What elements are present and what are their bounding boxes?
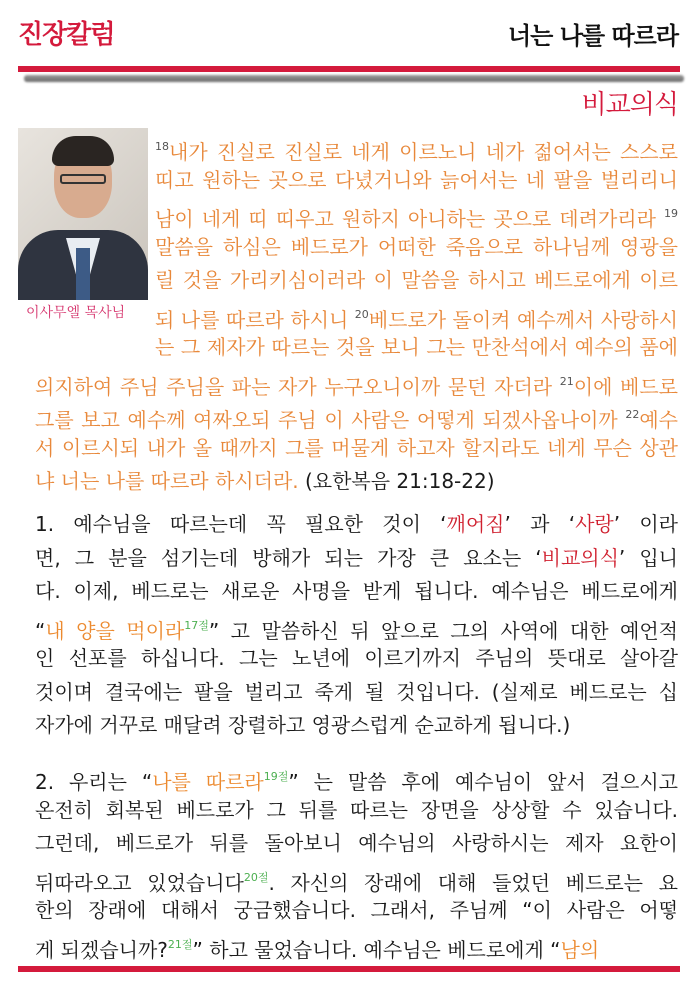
text-segment: 서 이르시되 내가 올 때까지 그를 머물게 하고자 할지라도 네게 무슨 상관 bbox=[35, 435, 678, 460]
text-segment: 남이 네게 띠 띠우고 원하지 아니하는 곳으로 데려가리라 bbox=[155, 207, 664, 231]
text-line bbox=[35, 542, 678, 576]
paragraph-2 bbox=[35, 760, 678, 961]
text-segment: 냐 너는 나를 따르라 하시더라. bbox=[35, 469, 305, 493]
text-line bbox=[35, 928, 678, 962]
text-line bbox=[35, 861, 678, 895]
text-segment: 는 그 제자가 따르는 것을 보니 그는 만찬석에서 예수의 품에 bbox=[155, 335, 678, 359]
text-segment: 것이며 결국에는 팔을 벌리고 죽게 될 것입니다. (실제로 베드로는 십 bbox=[35, 679, 678, 704]
text-segment: 면, 그 분을 섬기는데 방해가 되는 가장 큰 요소는 ‘ bbox=[35, 545, 542, 570]
text-segment: 그런데, 베드로가 뒤를 돌아보니 예수님의 사랑하시는 제자 요한이 bbox=[35, 831, 678, 855]
sermon-subtitle: 비교의식 bbox=[581, 90, 678, 120]
text-line bbox=[35, 760, 678, 794]
text-line bbox=[35, 164, 678, 198]
text-segment: “ bbox=[35, 618, 46, 642]
text-segment: 한의 장래에 대해서 궁금했습니다. 그래서, 주님께 “이 사람은 어떻 bbox=[35, 898, 678, 922]
highlighted-text: 내 양을 먹이라 bbox=[45, 618, 185, 642]
text-segment: ’ 과 ‘ bbox=[504, 512, 576, 536]
text-segment: ” 하고 물었습니다. 예수님은 베드로에게 “ bbox=[192, 937, 561, 962]
text-segment: 온전히 회복된 베드로가 그 뒤를 따르는 장면을 상상할 수 있습니다. bbox=[35, 797, 678, 822]
verse-number: 20 bbox=[354, 307, 369, 321]
text-segment: 말씀을 하심은 베드로가 어떠한 죽음으로 하나님께 영광을 bbox=[155, 234, 678, 259]
text-segment: ’ 입니 bbox=[618, 545, 678, 570]
footer-divider bbox=[18, 966, 680, 972]
text-segment: 그를 보고 예수께 여짜오되 주님 이 사람은 어떻게 되겠사옵나이까 bbox=[35, 408, 626, 432]
author-caption: 이사무엘 목사님 bbox=[26, 305, 126, 321]
verse-number: 22 bbox=[625, 408, 640, 421]
text-segment: ’ 이라 bbox=[613, 512, 678, 536]
text-segment: 내가 진실로 진실로 네게 이르노니 네가 젊어서는 스스로 bbox=[169, 140, 678, 164]
text-segment: 다. 이제, 베드로는 새로운 사명을 받게 됩니다. 예수님은 베드로에게 bbox=[35, 579, 678, 603]
text-line bbox=[35, 709, 678, 743]
text-line bbox=[35, 894, 678, 928]
text-segment: 의지하여 주님 주님을 파는 자가 누구오니이까 묻던 자더라 bbox=[35, 374, 560, 398]
text-line bbox=[35, 365, 678, 399]
text-segment: . 자신의 장래에 대해 들었던 베드로는 요 bbox=[268, 870, 678, 894]
header-divider bbox=[18, 66, 680, 72]
scripture-passage bbox=[35, 130, 678, 499]
text-line bbox=[35, 465, 678, 499]
header-shadow-bar bbox=[24, 75, 684, 82]
text-line bbox=[35, 827, 678, 861]
text-segment: 베드로가 돌이켜 예수께서 사랑하시 bbox=[368, 307, 678, 331]
text-segment: 1. 예수님을 따르는데 꼭 필요한 것이 ‘ bbox=[35, 512, 447, 536]
text-segment: 뒤따라오고 있었습니다 bbox=[35, 870, 244, 894]
text-segment: 띠고 원하는 곳으로 다녔거니와 늙어서는 네 팔을 벌리리니 bbox=[155, 167, 678, 192]
verse-number: 19절 bbox=[263, 770, 289, 783]
text-line bbox=[35, 642, 678, 676]
highlighted-text: 사랑 bbox=[575, 512, 614, 536]
text-segment: 인 선포를 하십니다. 그는 노년에 이르기까지 주님의 뜻대로 살아갈 bbox=[35, 646, 678, 670]
sermon-title: 너는 나를 따르라 bbox=[508, 22, 678, 50]
verse-number: 21 bbox=[559, 374, 574, 388]
text-segment: 2. 우리는 “ bbox=[35, 770, 153, 794]
verse-number: 19 bbox=[664, 207, 678, 220]
text-line bbox=[35, 197, 678, 231]
text-segment: 게 되겠습니까? bbox=[35, 937, 168, 962]
text-segment: ” 는 말씀 후에 예수님이 앞서 걸으시고 bbox=[288, 770, 678, 794]
text-segment: 되 나를 따르라 하시니 bbox=[155, 307, 355, 331]
text-line bbox=[35, 331, 678, 365]
text-line bbox=[35, 130, 678, 164]
text-segment: 릴 것을 가리키심이러라 이 말씀을 하시고 베드로에게 이르 bbox=[155, 268, 678, 292]
text-line bbox=[35, 432, 678, 466]
text-segment: ” 고 말씀하신 뒤 앞으로 그의 사역에 대한 예언적 bbox=[208, 618, 678, 642]
paragraph-1 bbox=[35, 508, 678, 743]
text-segment: 예수 bbox=[639, 408, 678, 432]
highlighted-text: 비교의식 bbox=[541, 545, 619, 570]
text-line bbox=[35, 398, 678, 432]
highlighted-text: 남의 bbox=[560, 937, 600, 962]
text-line bbox=[35, 231, 678, 265]
text-segment: 자가에 거꾸로 매달려 장렬하고 영광스럽게 순교하게 됩니다.) bbox=[35, 713, 571, 737]
text-line bbox=[35, 298, 678, 332]
text-segment: 이에 베드로 bbox=[573, 374, 678, 398]
text-line bbox=[35, 508, 678, 542]
column-label: 진장칼럼 bbox=[18, 20, 115, 50]
verse-number: 21절 bbox=[167, 937, 193, 951]
verse-number: 17절 bbox=[184, 618, 209, 632]
text-line bbox=[35, 575, 678, 609]
verse-number: 18 bbox=[155, 140, 169, 153]
highlighted-text: (요한복음 21:18-22) bbox=[304, 469, 495, 493]
text-line bbox=[35, 609, 678, 643]
text-line bbox=[35, 794, 678, 828]
verse-number: 20절 bbox=[243, 870, 269, 884]
highlighted-text: 깨어짐 bbox=[446, 512, 505, 536]
text-line bbox=[35, 676, 678, 710]
text-line bbox=[35, 264, 678, 298]
highlighted-text: 나를 따르라 bbox=[152, 770, 264, 794]
